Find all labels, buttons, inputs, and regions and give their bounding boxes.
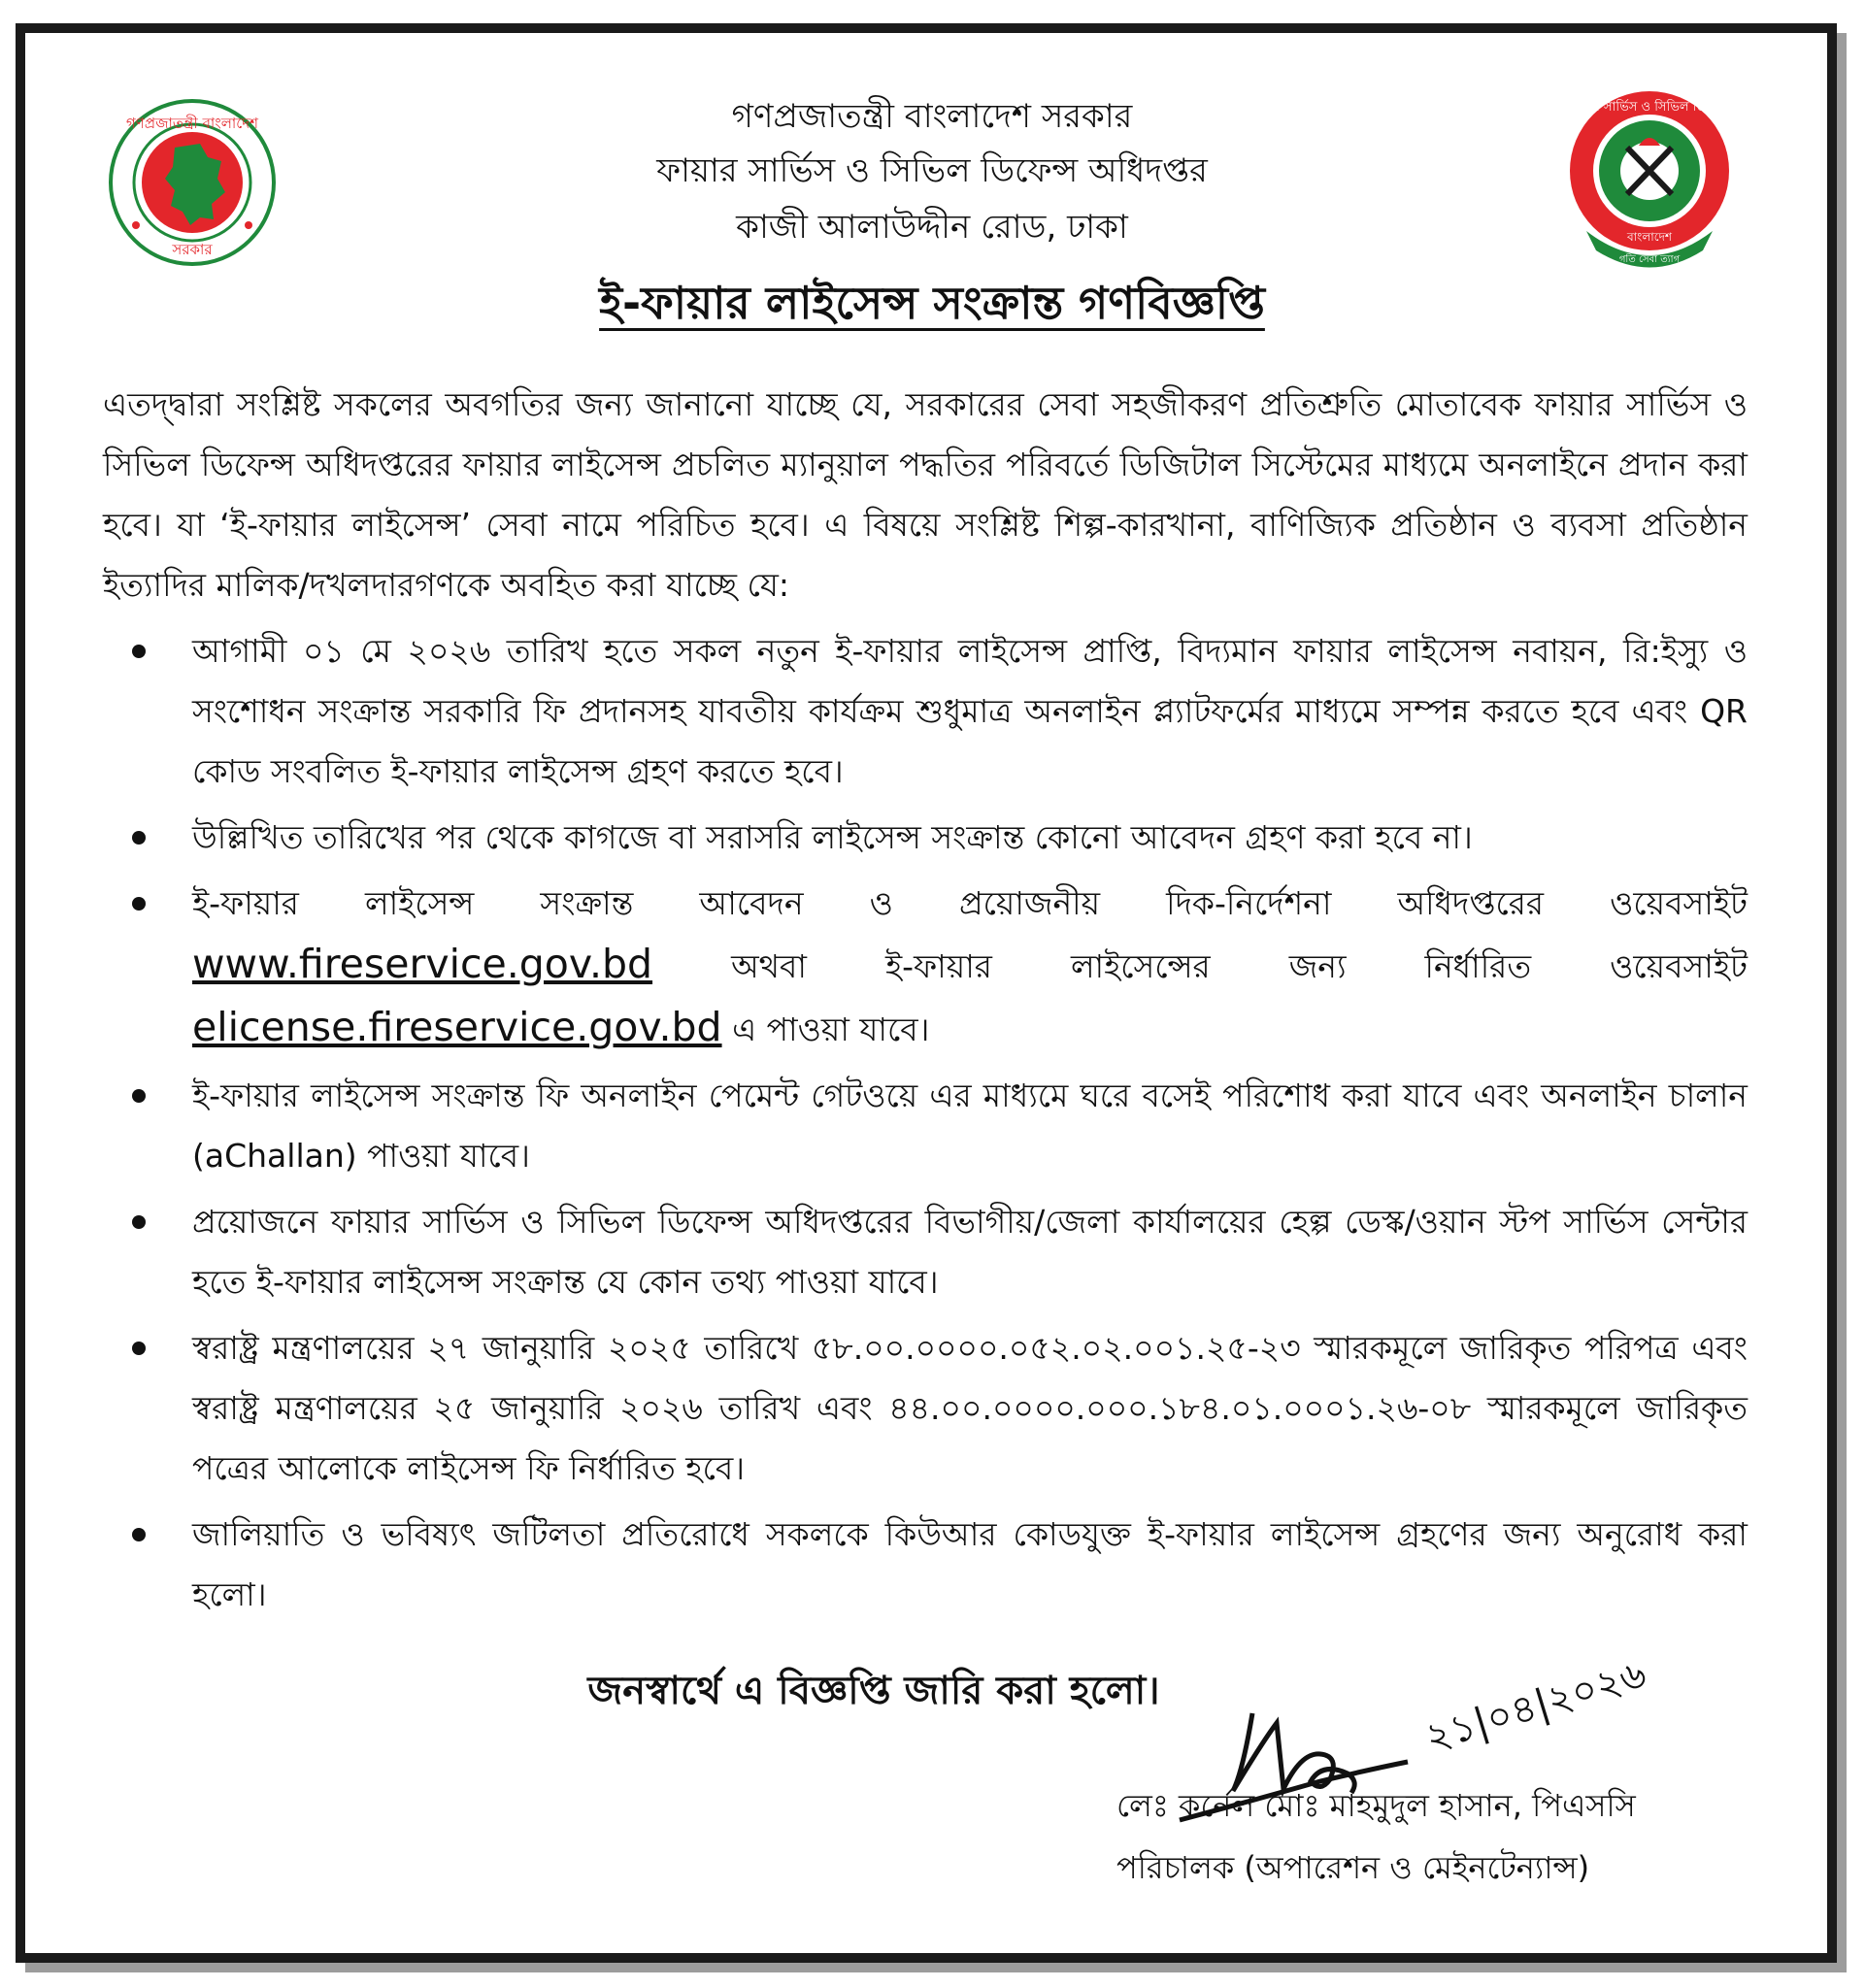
signer-designation: পরিচালক (অপারেশন ও মেইনটেন্যান্স)	[1116, 1849, 1590, 1886]
bullet-text-online-from-may: আগামী ০১ মে ২০২৬ তারিখ হতে সকল নতুন ই-ফায়ার লাইসেন্স প্রাপ্তি, বিদ্যমান ফায়ার লাইসেন্স নবায়ন, রি:ইস্যু ও সংশোধন সংক্রান্ত সরকারি ফি প্রদানসহ যাবতীয় কার্যক্রম শুধুমাত্র অনলাইন প্ল্যাটফর্মের মাধ্যমে সম্পন্ন করতে হবে এবং QR কোড সংবলিত ই-ফায়ার লাইসেন্স গ্রহণ করতে হবে।	[192, 632, 1748, 790]
bullet-dot-icon	[132, 645, 146, 658]
left-seal-text-top: গণপ্রজাতন্ত্রী বাংলাদেশ	[125, 115, 259, 132]
list-item	[103, 808, 1748, 868]
bullet-text-help-desk: প্রয়োজনে ফায়ার সার্ভিস ও সিভিল ডিফেন্স অধিদপ্তরের বিভাগীয়/জেলা কার্যালয়ের হেল্প ডেস্ক/ওয়ান স্টপ সার্ভিস সেন্টার হতে ই-ফায়ার লাইসেন্স সংক্রান্ত যে কোন তথ্য পাওয়া যাবে।	[192, 1203, 1748, 1301]
elicense-website-link[interactable]: elicense.fireservice.gov.bd	[192, 1004, 722, 1050]
signature-date: ২১|০৪|২০২৬	[1419, 1651, 1651, 1762]
list-item	[103, 1505, 1748, 1625]
bullet-dot-icon	[132, 1342, 146, 1355]
notice-title: ই-ফায়ার লাইসেন্স সংক্রান্ত গণবিজ্ঞপ্তি	[599, 277, 1265, 329]
right-seal-text-bottom: বাংলাদেশ	[1627, 230, 1672, 244]
bullet-text-qr-request: জালিয়াতি ও ভবিষ্যৎ জটিলতা প্রতিরোধে সকলকে কিউআর কোডযুক্ত ই-ফায়ার লাইসেন্স গ্রহণের জন্য অনুরোধ করা হলো।	[192, 1515, 1748, 1613]
list-item	[103, 1066, 1748, 1186]
right-seal-text-top: ফায়ার সার্ভিস ও সিভিল ডিফেন্স	[1569, 100, 1730, 115]
signer-name: লেঃ কর্নেল মোঃ মাহমুদুল হাসান, পিএসসি	[1116, 1787, 1636, 1824]
left-seal-text-bottom: সরকার	[172, 241, 213, 258]
fireservice-website-link[interactable]: www.fireservice.gov.bd	[192, 941, 653, 987]
list-item	[103, 1318, 1748, 1499]
list-item	[103, 874, 1748, 1060]
bullet-text-website-part1: ই-ফায়ার লাইসেন্স সংক্রান্ত আবেদন ও প্রয়োজনীয় দিক-নির্দেশনা অধিদপ্তরের ওয়েবসাইট	[192, 884, 1748, 922]
bullet-dot-icon	[132, 897, 146, 911]
bullet-dot-icon	[132, 1089, 146, 1103]
intro-paragraph: এতদ্দ্বারা সংশ্লিষ্ট সকলের অবগতির জন্য জানানো যাচ্ছে যে, সরকারের সেবা সহজীকরণ প্রতিশ্রুতি মোতাবেক ফায়ার সার্ভিস ও সিভিল ডিফেন্স অধিদপ্তরের ফায়ার লাইসেন্স প্রচলিত ম্যানুয়াল পদ্ধতির পরিবর্তে ডিজিটাল সিস্টেমের মাধ্যমে অনলাইনে প্রদান করা হবে। যা ‘ই-ফায়ার লাইসেন্স’ সেবা নামে পরিচিত হবে। এ বিষয়ে সংশ্লিষ্ট শিল্প-কারখানা, বাণিজ্যিক প্রতিষ্ঠান ও ব্যবসা প্রতিষ্ঠান ইত্যাদির মালিক/দখলদারগণকে অবহিত করা যাচ্ছে যে:	[103, 385, 1748, 604]
bullet-dot-icon	[132, 1528, 146, 1541]
bullet-text-license-fee: স্বরাষ্ট্র মন্ত্রণালয়ের ২৭ জানুয়ারি ২০২৫ তারিখে ৫৮.০০.০০০০.০৫২.০২.০০১.২৫-২৩ স্মারকমূলে জারিকৃত পরিপত্র এবং স্বরাষ্ট্র মন্ত্রণালয়ের ২৫ জানুয়ারি ২০২৬ তারিখ এবং ৪৪.০০.০০০০.০০০.১৮৪.০১.০০০১.২৬-০৮ স্মারকমূলে জারিকৃত পত্রের আলোকে লাইসেন্স ফি নির্ধারিত হবে।	[192, 1329, 1748, 1487]
bangladesh-government-seal-icon	[107, 97, 278, 272]
list-item	[103, 621, 1748, 802]
closing-statement: জনস্বার্থে এ বিজ্ঞপ্তি জারি করা হলো।	[587, 1669, 1160, 1713]
header-line-address: কাজী আলাউদ্দীন রোড, ঢাকা	[736, 208, 1128, 247]
header-line-department: ফায়ার সার্ভিস ও সিভিল ডিফেন্স অধিদপ্তর	[656, 151, 1208, 190]
bullet-dot-icon	[132, 831, 146, 845]
bullet-text-no-paper-applications: উল্লিখিত তারিখের পর থেকে কাগজে বা সরাসরি লাইসেন্স সংক্রান্ত কোনো আবেদন গ্রহণ করা হবে না।	[192, 818, 1473, 856]
notice-bullet-list	[103, 621, 1748, 1631]
bullet-text-online-payment: ই-ফায়ার লাইসেন্স সংক্রান্ত ফি অনলাইন পেমেন্ট গেটওয়ে এর মাধ্যমে ঘরে বসেই পরিশোধ করা যাবে এবং অনলাইন চালান (aChallan) পাওয়া যাবে।	[192, 1077, 1748, 1175]
bullet-dot-icon	[132, 1215, 146, 1229]
bullet-text-website-part3: এ পাওয়া যাবে।	[732, 1011, 930, 1048]
bullet-text-website-part2: অথবা ই-ফায়ার লাইসেন্সের জন্য নির্ধারিত ওয়েবসাইট	[731, 947, 1748, 985]
right-seal-motto: গতি সেবা ত্যাগ	[1618, 254, 1681, 265]
fire-service-civil-defence-emblem-icon	[1557, 85, 1742, 274]
header-line-government: গণপ্রজাতন্ত্রী বাংলাদেশ সরকার	[731, 97, 1133, 136]
list-item	[103, 1192, 1748, 1312]
